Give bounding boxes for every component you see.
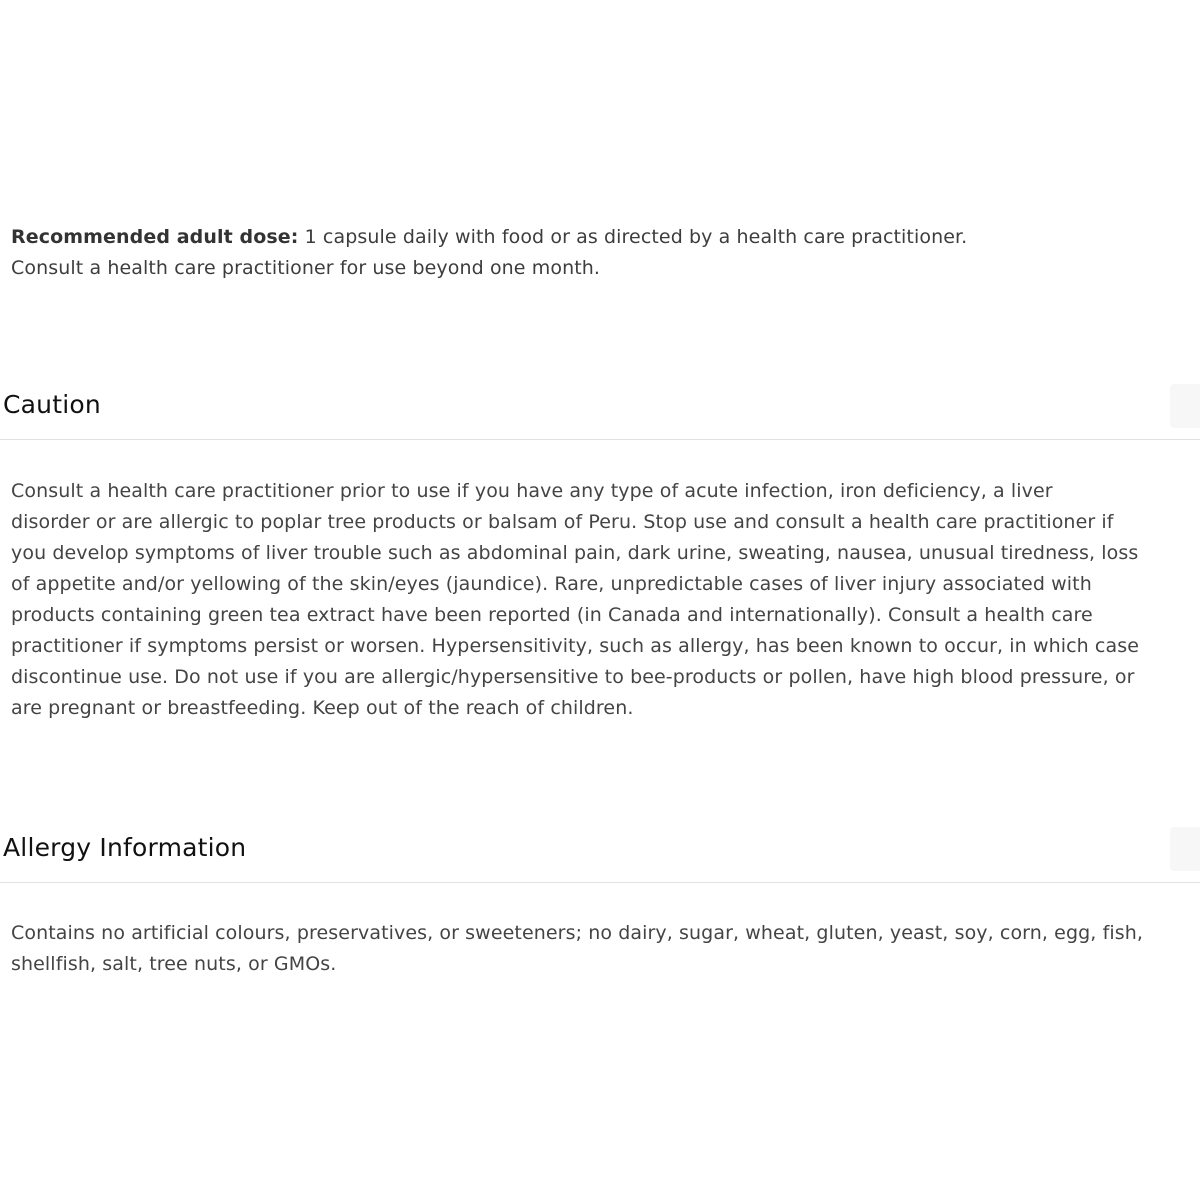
allergy-toggle[interactable] (1170, 827, 1200, 871)
dosage-instructions (11, 222, 1196, 284)
allergy-text (11, 918, 1196, 980)
dosage-line-1 (11, 222, 1196, 253)
caution-line: are pregnant or breastfeeding. Keep out of the reach of children. (11, 697, 634, 719)
caution-line: practitioner if symptoms persist or worsen. Hypersensitivity, such as allergy, has been known to occur, in which case (11, 635, 1140, 657)
dosage-line-2: Consult a health care practitioner for use beyond one month. (11, 257, 601, 279)
allergy-line: shellfish, salt, tree nuts, or GMOs. (11, 953, 337, 975)
caution-heading: Caution (3, 390, 101, 419)
caution-section-header[interactable] (0, 378, 1200, 440)
allergy-line: Contains no artificial colours, preservatives, or sweeteners; no dairy, sugar, wheat, gluten, yeast, soy, corn, egg, fish, (11, 922, 1144, 944)
caution-line: disorder or are allergic to poplar tree products or balsam of Peru. Stop use and consult a health care practitioner if (11, 511, 1114, 533)
caution-line: discontinue use. Do not use if you are allergic/hypersensitive to bee-products or pollen, have high blood pressure, or (11, 666, 1135, 688)
dosage-text: 1 capsule daily with food or as directed by a health care practitioner. (298, 226, 968, 248)
caution-line: products containing green tea extract have been reported (in Canada and internationally). Consult a health care (11, 604, 1093, 626)
allergy-section-header[interactable] (0, 821, 1200, 883)
dosage-label: Recommended adult dose: (11, 226, 299, 248)
allergy-heading: Allergy Information (3, 833, 247, 862)
caution-line: of appetite and/or yellowing of the skin/eyes (jaundice). Rare, unpredictable cases of liver injury associated with (11, 573, 1092, 595)
caution-toggle[interactable] (1170, 384, 1200, 428)
caution-line: you develop symptoms of liver trouble such as abdominal pain, dark urine, sweating, nausea, unusual tiredness, loss (11, 542, 1139, 564)
allergy-divider (0, 882, 1200, 883)
caution-line: Consult a health care practitioner prior to use if you have any type of acute infection, iron deficiency, a liver (11, 480, 1053, 502)
caution-text (11, 476, 1196, 724)
caution-divider (0, 439, 1200, 440)
